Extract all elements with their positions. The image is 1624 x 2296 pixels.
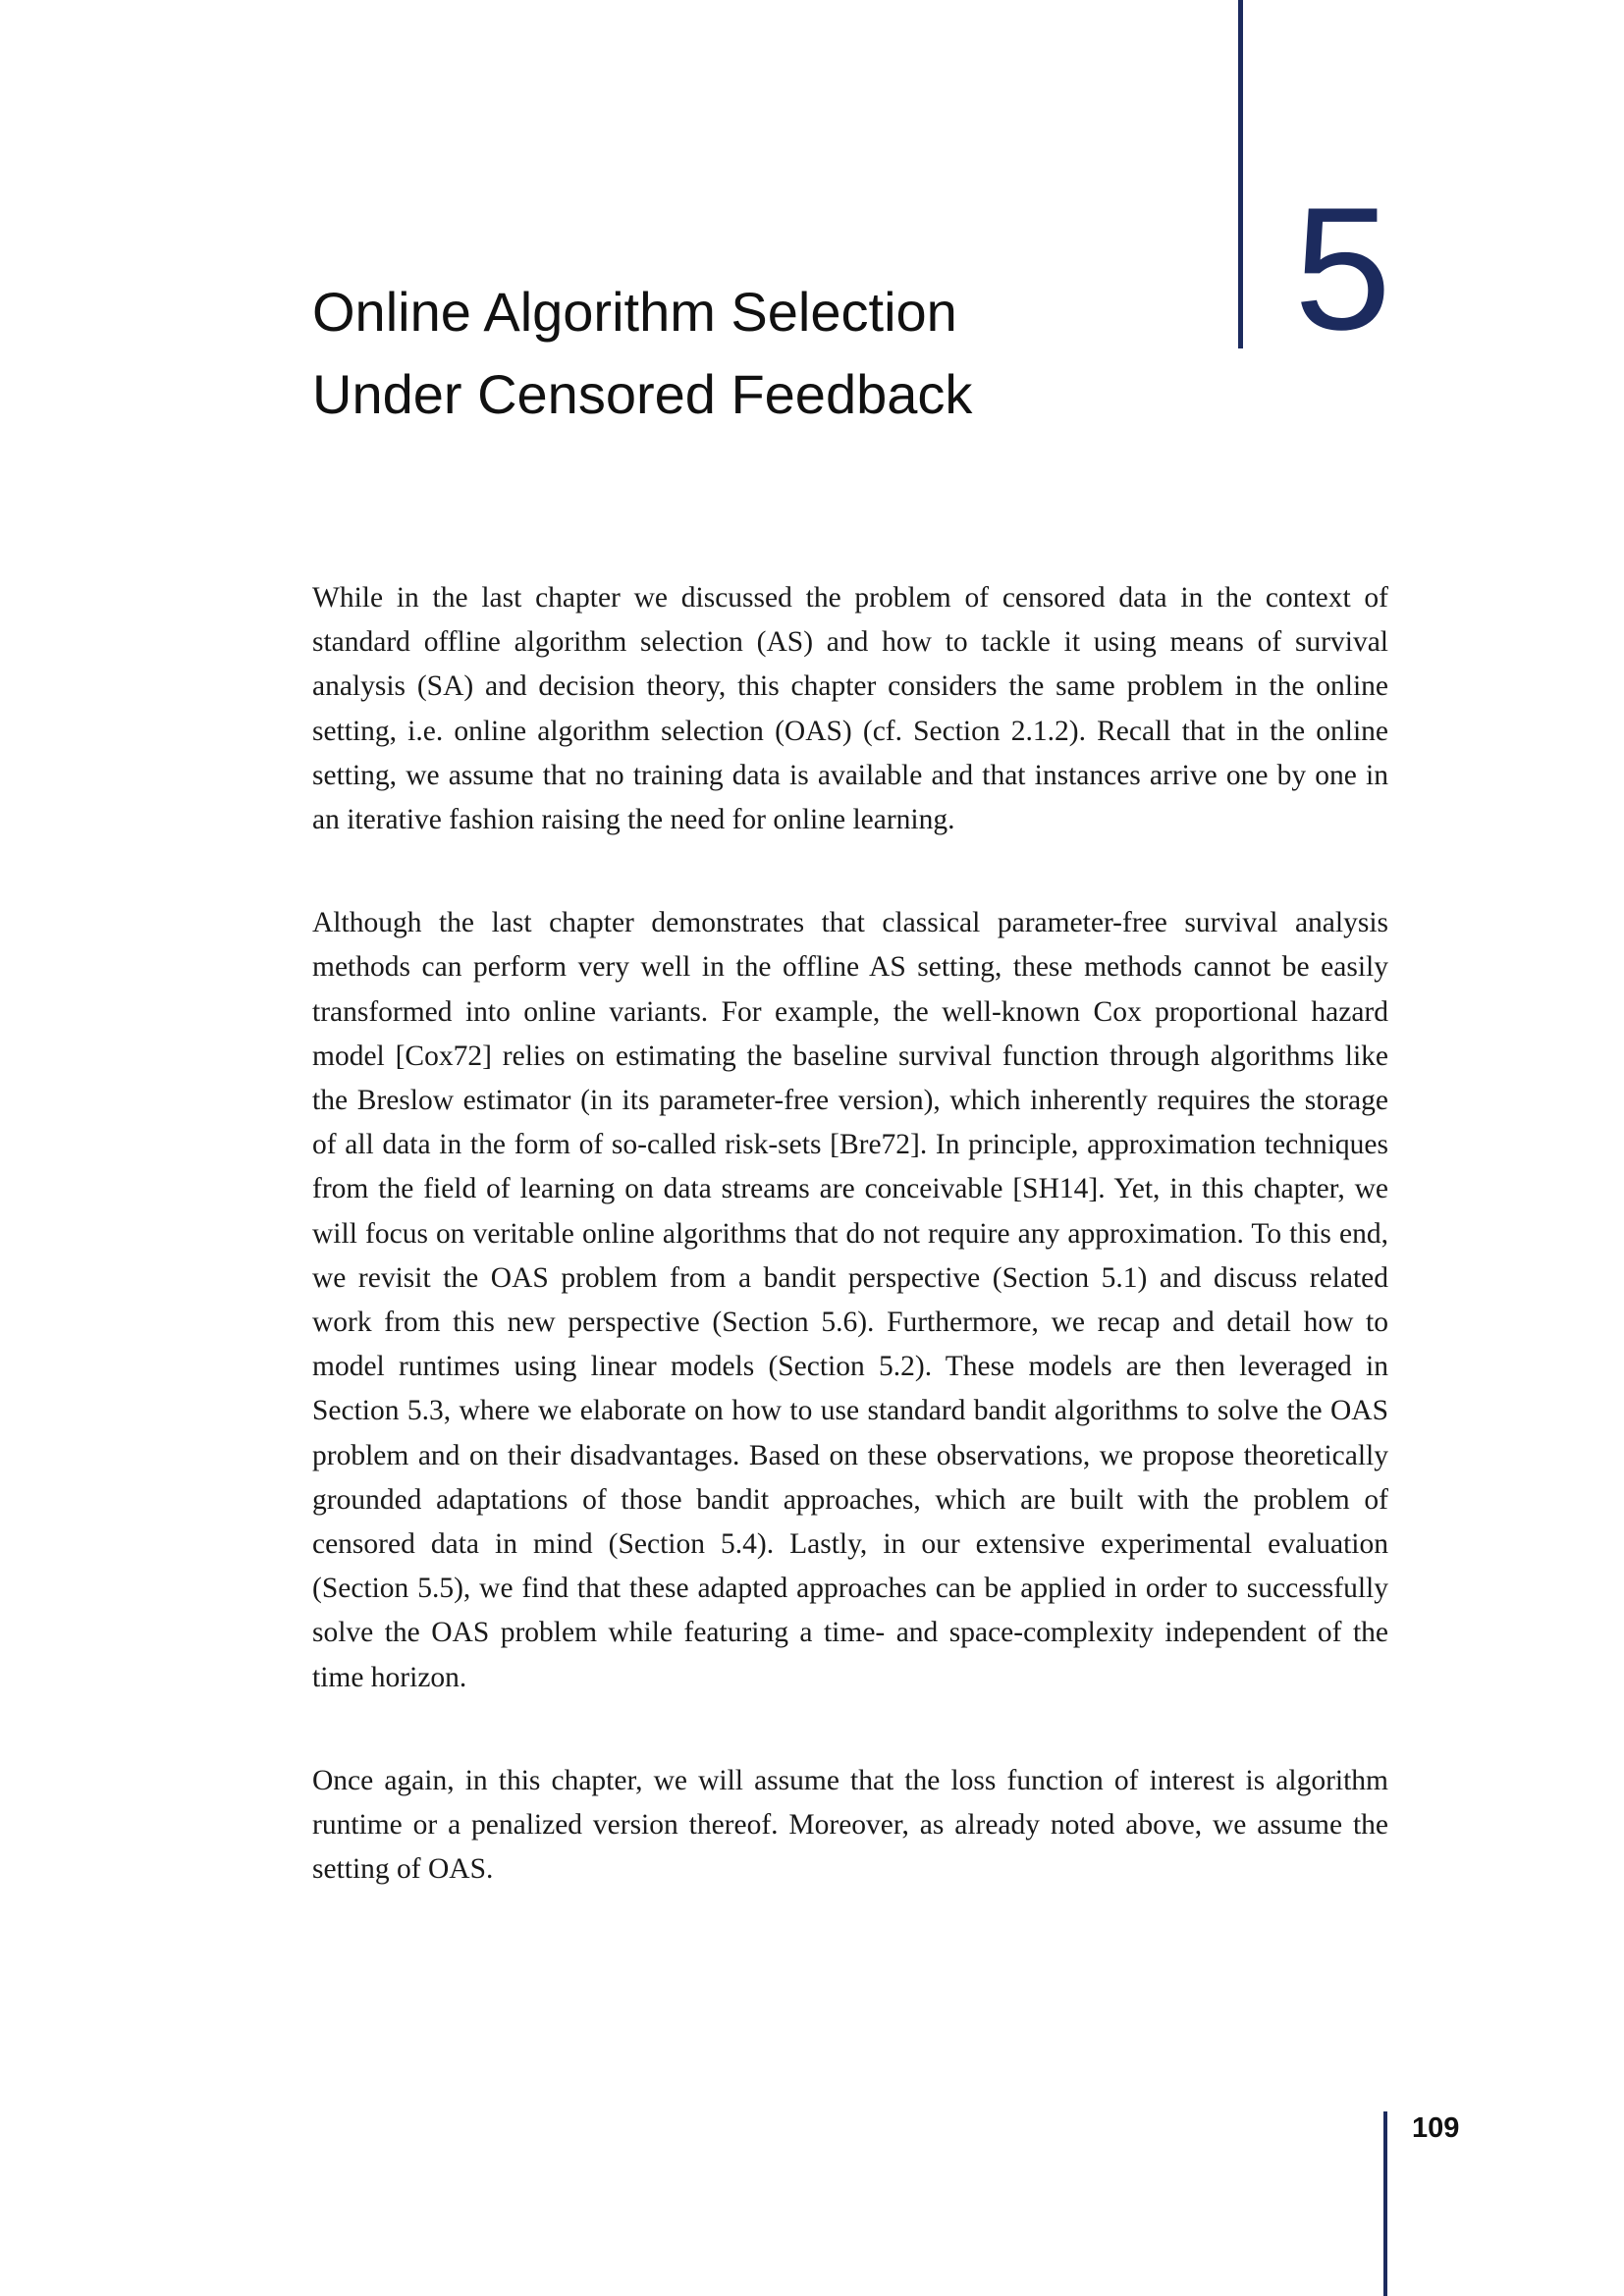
chapter-number: 5 <box>1294 171 1391 366</box>
paragraph-1: While in the last chapter we discussed the problem of censored data in the context of standard offline algorithm selection (AS) and how to tackle it using means of survival analysis (SA) and decision theory, this chapter considers the same problem in the online setting, i.e. online algorithm selection (OAS) (cf. Section 2.1.2). Recall that in the online setting, we assume that no training data is available and that instances arrive one by one in an iterative fashion raising the need for online learning. <box>312 582 1388 836</box>
paragraph-2: Although the last chapter demonstrates that classical parameter-free survival analysis methods can perform very well in the offline AS setting, these methods cannot be easily transformed into online variants. For example, the well-known Cox proportional hazard model [Cox72] relies on estimating the baseline survival function through algorithms like the Breslow estimator (in its parameter-free version), which inherently requires the storage of all data in the form of so-called risk-sets [Bre72]. In principle, approximation techniques from the field of learning on data streams are conceivable [SH14]. Yet, in this chapter, we will focus on veritable online algorithms that do not require any approximation. To this end, we revisit the OAS problem from a bandit perspective (Section 5.1) and discuss related work from this new perspective (Section 5.6). Furthermore, we recap and detail how to model runtimes using linear models (Section 5.2). These models are then leveraged in Section 5.3, where we elaborate on how to use standard bandit algorithms to solve the OAS problem and on their disadvantages. Based on these observations, we propose theoretically grounded adaptations of those bandit approaches, which are built with the problem of censored data in mind (Section 5.4). Lastly, in our extensive experimental evaluation (Section 5.5), we find that these adapted approaches can be applied in order to successfully solve the OAS problem while featuring a time- and space-complexity independent of the time horizon. <box>312 907 1388 1693</box>
chapter-title-line-2: Under Censored Feedback <box>312 363 973 425</box>
body-text <box>312 576 1388 1950</box>
chapter-title <box>312 271 1157 436</box>
chapter-rule <box>1238 0 1243 348</box>
chapter-title-line-1: Online Algorithm Selection <box>312 281 957 343</box>
paragraph-3: Once again, in this chapter, we will assume that the loss function of interest is algorithm runtime or a penalized version thereof. Moreover, as already noted above, we assume the setting of OAS. <box>312 1764 1388 1886</box>
page-number-rule <box>1383 2111 1387 2296</box>
page-number: 109 <box>1412 2112 1460 2144</box>
